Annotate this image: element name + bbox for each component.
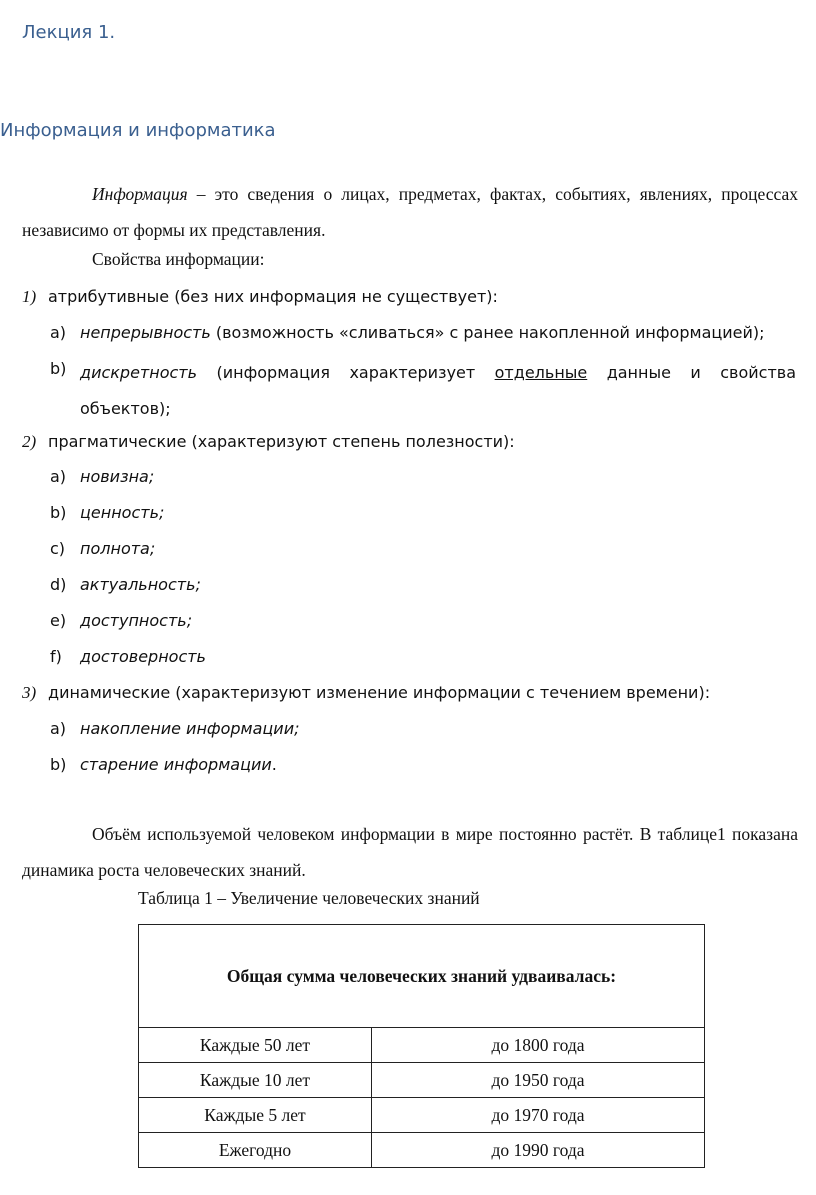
lecture-title: Лекция 1.: [22, 22, 116, 43]
table-row: Каждые 50 лет до 1800 года: [139, 1028, 705, 1063]
table-row: Каждые 10 лет до 1950 года: [139, 1063, 705, 1098]
list-item-discreteness: дискретность (информация характеризует отдельные данные и свойства объектов);: [80, 363, 797, 418]
table-header: Общая сумма человеческих знаний удваивалась:: [139, 925, 705, 1028]
underlined-word: отдельные: [494, 363, 588, 382]
definition-term: Информация: [92, 184, 188, 204]
table-caption: Таблица 1 – Увеличение человеческих знаний: [138, 888, 480, 908]
definition-text: – это сведения о лицах, предметах, фактах, событиях, явлениях, процессах независимо от формы их представления.: [22, 184, 798, 240]
table-row: Ежегодно до 1990 года: [139, 1133, 705, 1168]
definition-paragraph: [22, 176, 798, 248]
properties-title: Свойства информации:: [92, 249, 265, 269]
knowledge-table: [138, 924, 705, 1168]
section-heading: Информация и информатика: [0, 120, 276, 141]
table-row: Каждые 5 лет до 1970 года: [139, 1098, 705, 1133]
volume-paragraph: Объём используемой человеком информации в мире постоянно растёт. В таблице1 показана динамика роста человеческих знаний.: [22, 824, 798, 880]
